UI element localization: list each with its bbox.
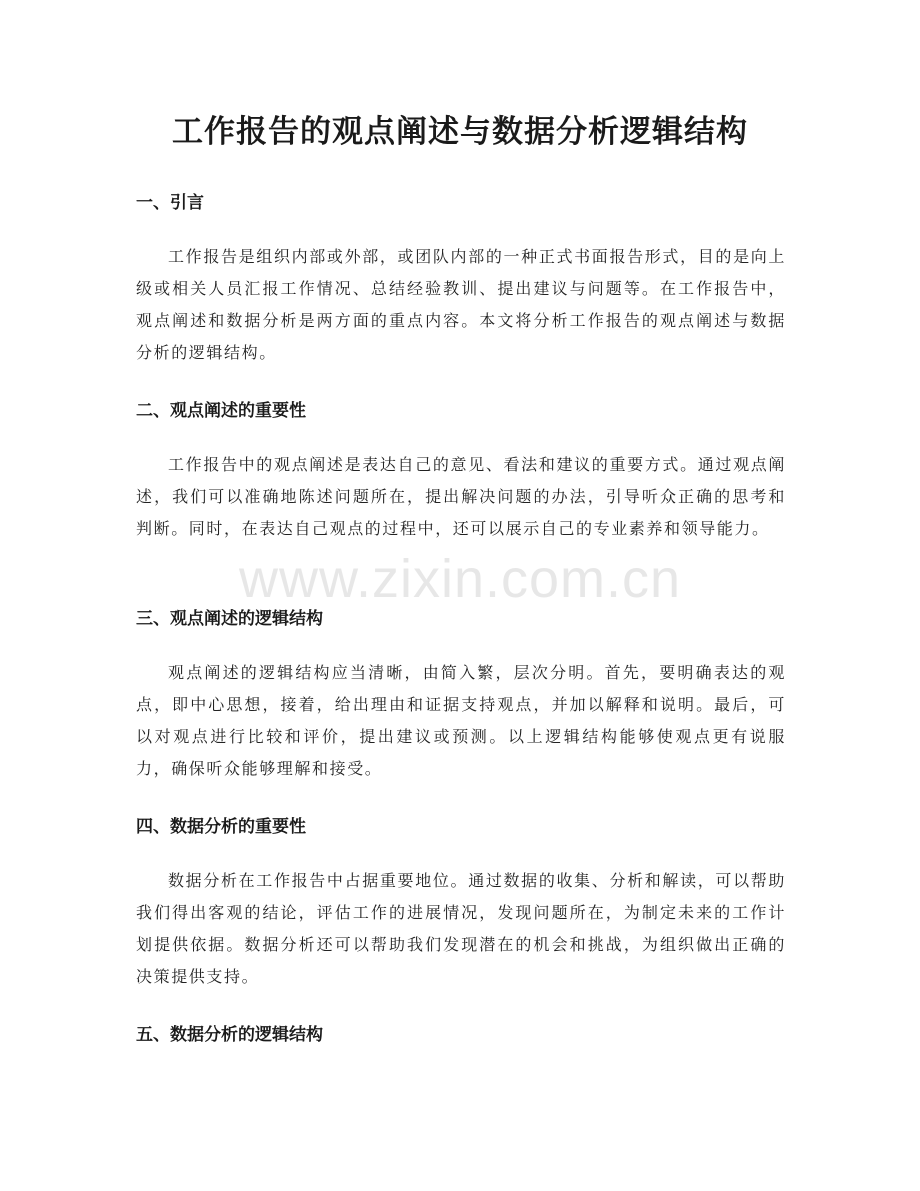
section-paragraph: 数据分析在工作报告中占据重要地位。通过数据的收集、分析和解读，可以帮助我们得出客观的结论，评估工作的进展情况，发现问题所在，为制定未来的工作计划提供依据。数据分析还可以帮助我们发现潜在的机会和挑战，为组织做出正确的决策提供支持。 [136, 871, 786, 986]
section-data-importance [136, 815, 786, 993]
section-paragraph: 观点阐述的逻辑结构应当清晰，由简入繁，层次分明。首先，要明确表达的观点，即中心思想，接着，给出理由和证据支持观点，并加以解释和说明。最后，可以对观点进行比较和评价，提出建议或预测。以上逻辑结构能够使观点更有说服力，确保听众能够理解和接受。 [136, 663, 786, 778]
section-introduction [136, 191, 786, 369]
section-heading: 五、数据分析的逻辑结构 [136, 1025, 323, 1045]
section-viewpoint-importance [136, 399, 786, 545]
document-title: 工作报告的观点阐述与数据分析逻辑结构 [172, 114, 748, 150]
watermark: www.zixin.com.cn [238, 549, 682, 609]
section-heading: 一、引言 [136, 193, 204, 213]
section-heading: 三、观点阐述的逻辑结构 [136, 609, 323, 629]
section-heading: 四、数据分析的重要性 [136, 817, 306, 837]
section-viewpoint-structure [136, 607, 786, 785]
section-paragraph: 工作报告是组织内部或外部，或团队内部的一种正式书面报告形式，目的是向上级或相关人员汇报工作情况、总结经验教训、提出建议与问题等。在工作报告中，观点阐述和数据分析是两方面的重点内容。本文将分析工作报告的观点阐述与数据分析的逻辑结构。 [136, 247, 786, 362]
section-paragraph: 工作报告中的观点阐述是表达自己的意见、看法和建议的重要方式。通过观点阐述，我们可以准确地陈述问题所在，提出解决问题的办法，引导听众正确的思考和判断。同时，在表达自己观点的过程中，还可以展示自己的专业素养和领导能力。 [136, 455, 786, 538]
section-data-structure [136, 1023, 786, 1047]
section-heading: 二、观点阐述的重要性 [136, 401, 306, 421]
